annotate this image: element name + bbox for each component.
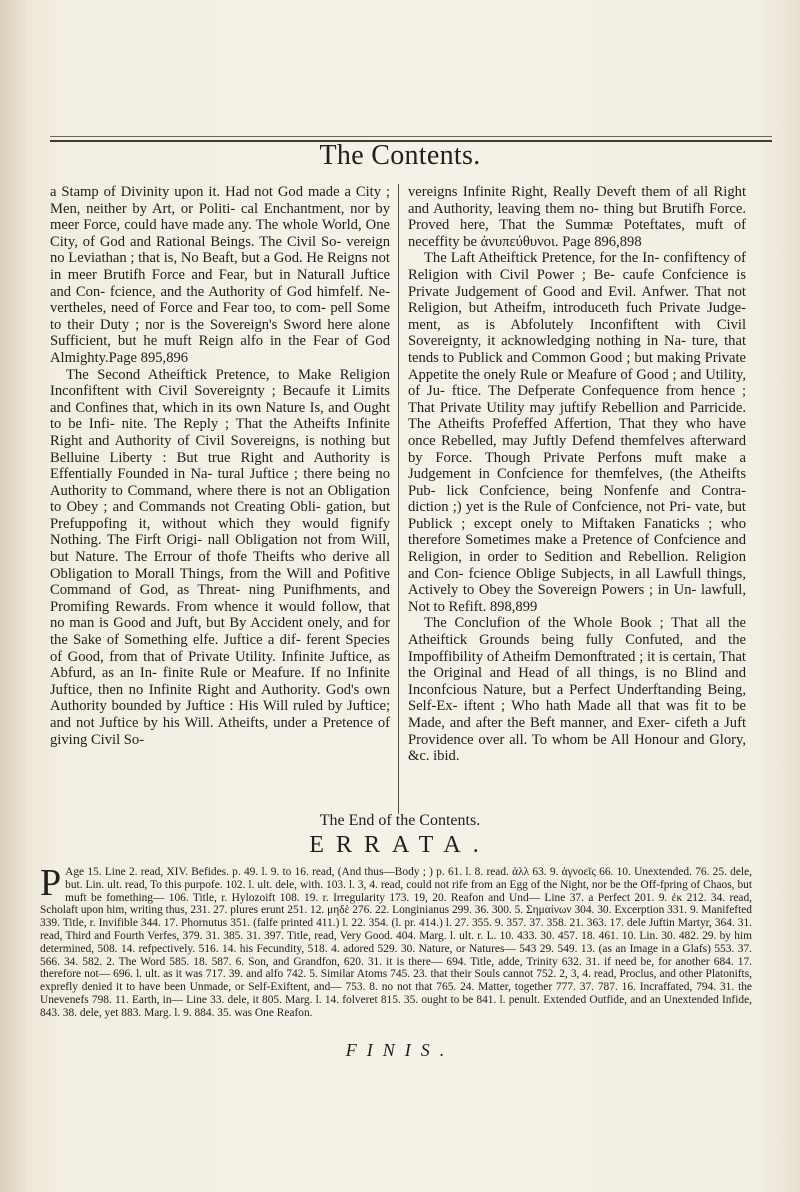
left-column	[50, 184, 390, 748]
top-rule	[50, 136, 772, 137]
contents-entry: The Conclufion of the Whole Book ; That all the Atheiftick Grounds being fully Confuted, and the Impoffibility of Atheifm Demonftrated ; it is certain, That the Original and Head of all things, is no Blind and Inconfcious Nature, but a Perfect Underftanding Being, Self-Ex- iftent ; Who hath Made all that was fit to be Made, and after the Beft manner, and Exer- cifeth a Juft Providence over all. To whom be All Honour and Glory, &c. ibid.	[408, 615, 746, 765]
contents-entry: a Stamp of Divinity upon it. Had not God made a City ; Men, neither by Art, or Politi- cal Enchantment, nor by meer Force, could have made any. The whole World, One City, of God and Rational Beings. The Civil So- vereign no Leviathan ; that is, No Beaft, but a God. He Reigns not in meer Brutifh Force and Fear, but in Naturall Juftice and Con- fcience, and the Authority of God himfelf. Ne- vertheles, need of Force and Fear too, to com- pell Some to their Duty ; nor is the Sovereign's Sword here alone Sufficient, but he muft Reign alfo in the Fear of God Almighty.Page 895,896	[50, 184, 390, 366]
column-divider	[398, 184, 399, 814]
end-of-contents: The End of the Contents.	[319, 812, 481, 829]
contents-entry: The Laft Atheiftick Pretence, for the In- confiftency of Religion with Civil Power ; Be- caufe Confcience is Private Judgement of Good and Evil. Anfwer. That not Religion, but Atheifm, introduceth fuch Private Judge- ment, as is Abfolutely Inconfiftent with Civil Sovereignty, it acknowledging nothing in Na- ture, that tends to Publick and Common Good ; but making Private Appetite the onely Rule or Meafure of Good ; and Utility, of Ju- ftice. The Defperate Confequence from hence ; That Private Utility may juftify Rebellion and Parricide. The Atheifts Profeffed Affertion, That they who have once Rebelled, may Juftly Defend themfelves afterward by Force. Though Private Perfons muft make a Judgement in Confcience for themfelves, (the Atheifts Pub- lick Confcience, being Nonfenfe and Contra- diction ;) yet is the Rule of Confcience, not Pri- vate, but Publick ; except onely to Miftaken Fanaticks ; who therefore Sometimes make a Pretence of Confcience and Religion, in order to Sedition and Rebellion. Religion and Con- fcience Oblige Subjects, in all Lawfull things, Actively to Obey the Sovereign Powers ; in Un- lawfull, Not to Refift. 898,899	[408, 250, 746, 615]
finis: FINIS.	[345, 1040, 455, 1060]
running-head: The Contents.	[319, 140, 481, 171]
errata-dropcap: P	[40, 862, 62, 904]
errata-list	[40, 862, 752, 1020]
book-gutter	[0, 0, 26, 1192]
errata-heading: ERRATA.	[309, 832, 491, 858]
errata-text: Age 15. Line 2. read, XIV. Befides. p. 49. l. 9. to 16. read, (And thus—Body ; ) p. 61. l. 8. read. ἀλλ 63. 9. ἀγνοεῖς 66. 10. Unextended. 76. 25. dele, but. Lin. ult. read, To this purpofe. 102. l. ult. dele, with. 103. l. 3, 4. read, could not rife from an Egg of the Night, nor be the Off-fpring of Chaos, but muft be fomething— 106. Title, r. Hylozoift 108. 19. r. Irregularity 173. 19, 20. Reafon and Und— Line 37. a Perfect 201. 9. ἐκ 212. 34. read, Scholaft upon him, writing thus, 231. 27. plures erunt 251. 12. μηδὲ 276. 22. Longinianus 299. 36. 300. 5. Σημαίνων 304. 30. Excerption 331. 9. Manifefted 339. Title, r. Invifible 344. 17. Phornutus 351. (falfe printed 411.) l. 22. 354. (l. pr. 414.) l. 27. 355. 9. 357. 37. 358. 21. 363. 17. dele Juftin Martyr, 364. 31. read, Third and Fourth Verfes, 379. 31. 385. 31. 397. Title, read, Very Good. 404. Marg. l. ult. r. L. 10. 433. 30. 457. 18. 461. 10. Lin. 30. 482. 29. by him determined, 508. 14. refpectively. 516. 14. his Fecundity, 518. 4. adored 529. 30. Nature, or Natures— 543 29. 549. 13. (as an Image in a Glafs) 553. 37. 566. 34. 582. 2. The Word 585. 18. 587. 6. Son, and Grandfon, 620. 31. it is there— 694. Title, adde, Trinity 632. 31. if need be, for another 684. 17. therefore not— 696. l. ult. as it was 717. 39. and alfo 742. 5. Similar Atoms 745. 23. that their Souls cannot 752. 2, 3, 4. read, Proclus, and other Platonifts, exprefly denied it to have been Unmade, or Self-Exiftent, and— 753. 8. no not that 765. 24. Matter, together 777. 37. 787. 16. Incraffated, 794. 31. the Unevenefs 798. 11. Earth, in— Line 33. dele, it 805. Marg. l. 14. folveret 815. 35. ought to be 841. l. penult. Extended Outfide, and an Unextended Infide, 843. 38. dele, yet 883. Marg. l. 9. 884. 35. was One Reafon.	[40, 866, 752, 1019]
right-column	[408, 184, 746, 765]
contents-entry: The Second Atheiftick Pretence, to Make Religion Inconfiftent with Civil Sovereignty ; Becaufe it Limits and Confines that, which in its own Nature Is, and Ought to be Infi- nite. The Reply ; That the Atheifts Infinite Right and Authority of Civil Sovereigns, is nothing but Belluine Liberty : But true Right and Authority is Effentially Founded in Na- tural Juftice ; there being no Authority to Command, where there is not an Obligation to Obey ; and Commands not Creating Obli- gation, but Prefuppofing it, without which they would fignify Nothing. The Firft Origi- nall Obligation not from Will, but Nature. The Errour of thofe Theifts who derive all Obligation to Morall Things, from the Will and Pofitive Command of God, as Threat- ning Punifhments, and Promifing Rewards. From whence it would follow, that no man is Good and Juft, but By Accident onely, and for the Sake of Something elfe. Juftice a dif- ferent Species of Good, from that of Private Utility. Infinite Juftice, as Abfurd, as an In- finite Rule or Meafure. If no Infinite Juftice, then no Infinite Right and Authority. God's own Authority bounded by Juftice : His Will ruled by Juftice; and not Juftice by his Will. Atheifts, under a Pretence of giving Civil So-	[50, 366, 390, 748]
contents-entry: vereigns Infinite Right, Really Deveft them of all Right and Authority, leaving them no- thing but Brutifh Force. Proved here, That the Summæ Poteftates, muft of neceffity be ἀνυπεύθυνοι. Page 896,898	[408, 184, 746, 250]
